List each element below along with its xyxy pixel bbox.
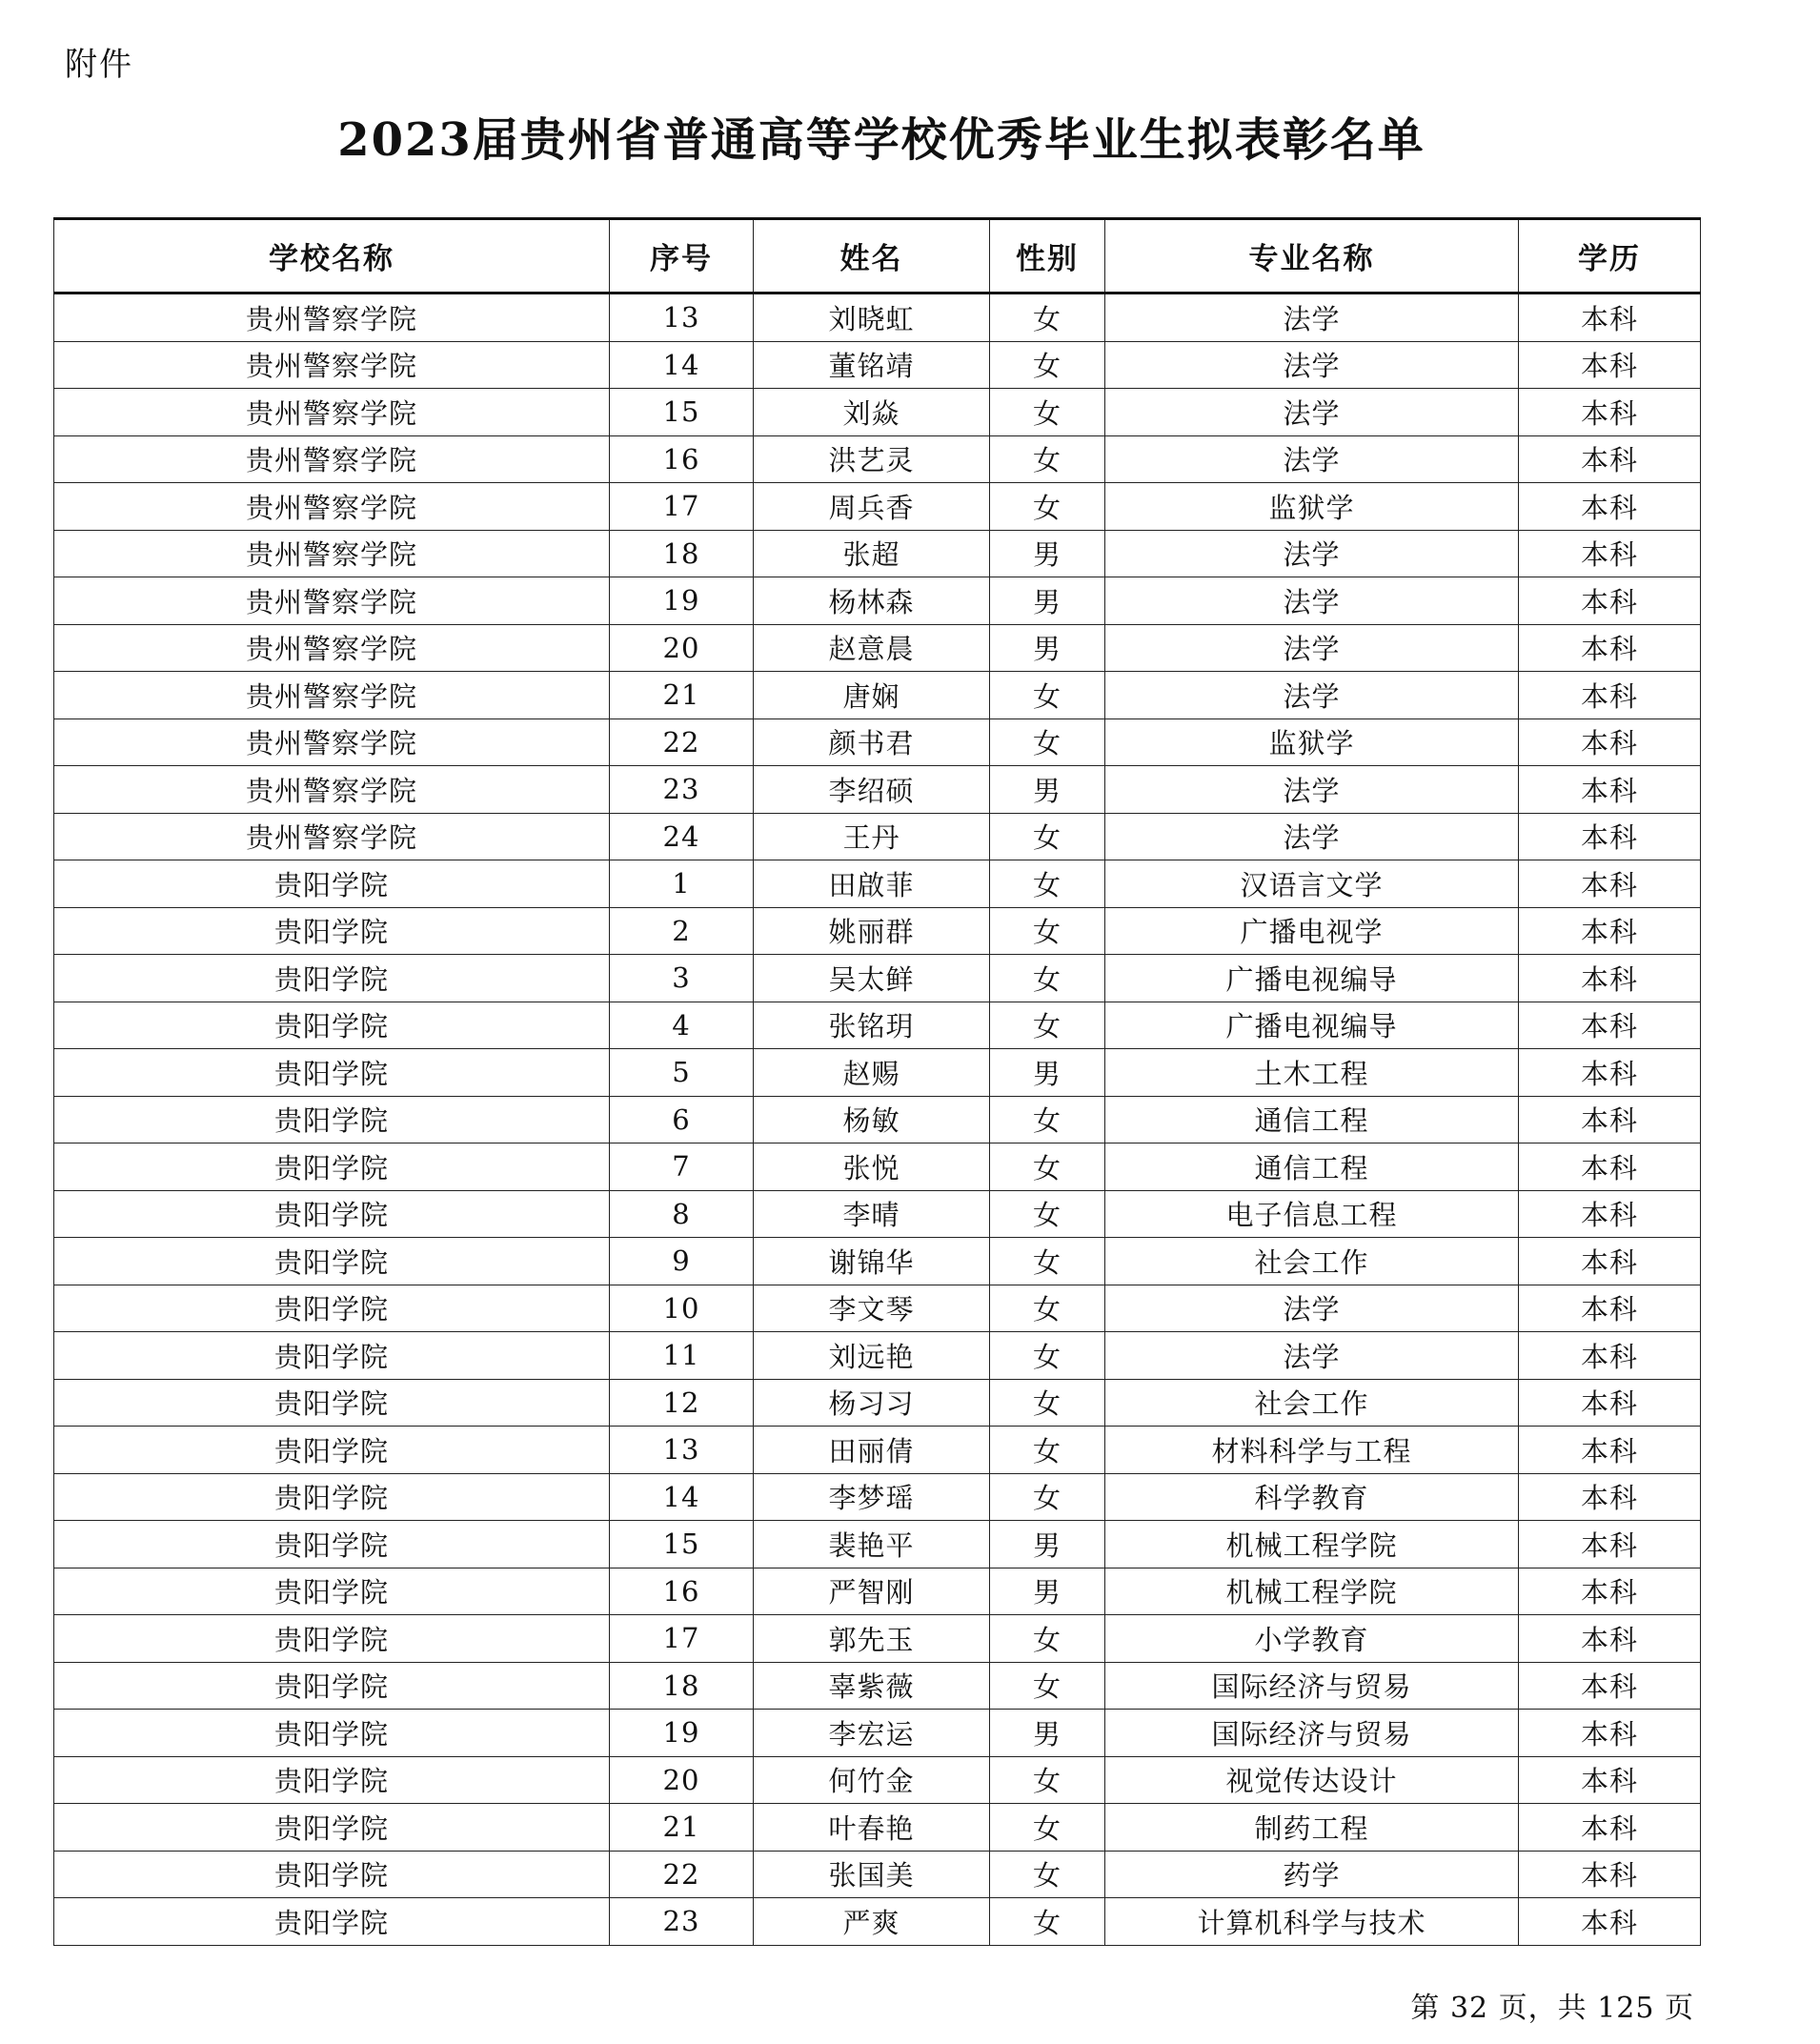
cell-number: 16 (610, 435, 754, 483)
cell-name: 赵意晨 (754, 624, 990, 672)
table-row (54, 1756, 1701, 1804)
cell-number: 17 (610, 1615, 754, 1663)
cell-school: 贵阳学院 (54, 1143, 610, 1191)
cell-name: 张超 (754, 530, 990, 577)
cell-degree: 本科 (1519, 766, 1701, 814)
cell-school: 贵阳学院 (54, 1190, 610, 1238)
cell-gender: 男 (990, 1049, 1105, 1097)
cell-degree: 本科 (1519, 718, 1701, 766)
cell-number: 18 (610, 530, 754, 577)
cell-name: 颜书君 (754, 718, 990, 766)
table-row (54, 907, 1701, 955)
cell-gender: 女 (990, 1473, 1105, 1521)
cell-number: 20 (610, 1756, 754, 1804)
table-row (54, 341, 1701, 389)
cell-gender: 男 (990, 624, 1105, 672)
cell-number: 21 (610, 672, 754, 719)
cell-number: 16 (610, 1568, 754, 1615)
cell-gender: 女 (990, 341, 1105, 389)
cell-name: 郭先玉 (754, 1615, 990, 1663)
cell-gender: 女 (990, 672, 1105, 719)
cell-major: 社会工作 (1105, 1238, 1519, 1285)
cell-gender: 女 (990, 1615, 1105, 1663)
cell-major: 计算机科学与技术 (1105, 1898, 1519, 1946)
cell-school: 贵阳学院 (54, 1332, 610, 1380)
cell-number: 6 (610, 1096, 754, 1143)
cell-name: 杨习习 (754, 1379, 990, 1427)
cell-school: 贵阳学院 (54, 1096, 610, 1143)
cell-degree: 本科 (1519, 860, 1701, 908)
table-row (54, 624, 1701, 672)
cell-degree: 本科 (1519, 577, 1701, 625)
cell-name: 张铭玥 (754, 1002, 990, 1049)
cell-number: 19 (610, 1710, 754, 1757)
cell-name: 吴太鲜 (754, 955, 990, 1002)
cell-name: 叶春艳 (754, 1804, 990, 1852)
cell-gender: 女 (990, 1096, 1105, 1143)
table-row (54, 1804, 1701, 1852)
cell-school: 贵州警察学院 (54, 577, 610, 625)
cell-degree: 本科 (1519, 1615, 1701, 1663)
cell-gender: 女 (990, 813, 1105, 860)
cell-major: 监狱学 (1105, 718, 1519, 766)
cell-number: 22 (610, 1851, 754, 1898)
cell-degree: 本科 (1519, 293, 1701, 342)
cell-school: 贵阳学院 (54, 1898, 610, 1946)
cell-major: 监狱学 (1105, 483, 1519, 531)
cell-name: 李绍硕 (754, 766, 990, 814)
cell-school: 贵阳学院 (54, 1851, 610, 1898)
attachment-label: 附件 (65, 46, 133, 84)
table-row (54, 1238, 1701, 1285)
cell-name: 李晴 (754, 1190, 990, 1238)
cell-degree: 本科 (1519, 530, 1701, 577)
table-row (54, 435, 1701, 483)
cell-major: 法学 (1105, 389, 1519, 436)
cell-name: 杨林森 (754, 577, 990, 625)
cell-gender: 女 (990, 483, 1105, 531)
table-row (54, 1521, 1701, 1568)
cell-name: 李梦瑶 (754, 1473, 990, 1521)
table-row (54, 389, 1701, 436)
table-row (54, 955, 1701, 1002)
cell-gender: 女 (990, 1332, 1105, 1380)
cell-school: 贵阳学院 (54, 1756, 610, 1804)
column-header-degree: 学历 (1519, 219, 1701, 293)
cell-name: 刘晓虹 (754, 293, 990, 342)
cell-gender: 女 (990, 1190, 1105, 1238)
cell-number: 13 (610, 1427, 754, 1474)
cell-name: 唐娴 (754, 672, 990, 719)
cell-major: 国际经济与贸易 (1105, 1662, 1519, 1710)
cell-gender: 女 (990, 1756, 1105, 1804)
cell-major: 法学 (1105, 435, 1519, 483)
cell-degree: 本科 (1519, 813, 1701, 860)
cell-major: 材料科学与工程 (1105, 1427, 1519, 1474)
cell-degree: 本科 (1519, 907, 1701, 955)
table-row (54, 766, 1701, 814)
cell-number: 13 (610, 293, 754, 342)
table-row (54, 1615, 1701, 1663)
table-row (54, 483, 1701, 531)
cell-number: 5 (610, 1049, 754, 1097)
cell-degree: 本科 (1519, 1190, 1701, 1238)
table-header (54, 219, 1701, 293)
cell-degree: 本科 (1519, 1710, 1701, 1757)
cell-name: 李文琴 (754, 1285, 990, 1332)
cell-number: 24 (610, 813, 754, 860)
cell-school: 贵阳学院 (54, 955, 610, 1002)
cell-gender: 男 (990, 1568, 1105, 1615)
cell-gender: 女 (990, 1143, 1105, 1191)
cell-major: 法学 (1105, 341, 1519, 389)
cell-school: 贵阳学院 (54, 1379, 610, 1427)
cell-degree: 本科 (1519, 1804, 1701, 1852)
cell-school: 贵州警察学院 (54, 672, 610, 719)
cell-major: 通信工程 (1105, 1143, 1519, 1191)
table-row (54, 1096, 1701, 1143)
cell-number: 19 (610, 577, 754, 625)
cell-major: 法学 (1105, 766, 1519, 814)
cell-major: 法学 (1105, 624, 1519, 672)
cell-major: 法学 (1105, 1332, 1519, 1380)
cell-major: 法学 (1105, 577, 1519, 625)
cell-major: 广播电视学 (1105, 907, 1519, 955)
cell-degree: 本科 (1519, 1756, 1701, 1804)
cell-degree: 本科 (1519, 341, 1701, 389)
cell-gender: 女 (990, 860, 1105, 908)
cell-degree: 本科 (1519, 389, 1701, 436)
cell-number: 21 (610, 1804, 754, 1852)
cell-name: 田丽倩 (754, 1427, 990, 1474)
cell-number: 12 (610, 1379, 754, 1427)
cell-degree: 本科 (1519, 1898, 1701, 1946)
cell-degree: 本科 (1519, 1285, 1701, 1332)
cell-major: 制药工程 (1105, 1804, 1519, 1852)
table-row (54, 1473, 1701, 1521)
cell-school: 贵阳学院 (54, 1662, 610, 1710)
cell-number: 15 (610, 389, 754, 436)
table-row (54, 1662, 1701, 1710)
cell-degree: 本科 (1519, 672, 1701, 719)
cell-school: 贵州警察学院 (54, 530, 610, 577)
cell-number: 7 (610, 1143, 754, 1191)
cell-number: 1 (610, 860, 754, 908)
cell-school: 贵阳学院 (54, 1049, 610, 1097)
cell-degree: 本科 (1519, 1238, 1701, 1285)
cell-school: 贵阳学院 (54, 907, 610, 955)
cell-name: 董铭靖 (754, 341, 990, 389)
cell-name: 洪艺灵 (754, 435, 990, 483)
column-header-school: 学校名称 (54, 219, 610, 293)
cell-name: 裴艳平 (754, 1521, 990, 1568)
cell-school: 贵州警察学院 (54, 624, 610, 672)
cell-gender: 女 (990, 1285, 1105, 1332)
cell-gender: 男 (990, 1710, 1105, 1757)
cell-school: 贵州警察学院 (54, 293, 610, 342)
table-row (54, 860, 1701, 908)
cell-degree: 本科 (1519, 483, 1701, 531)
cell-degree: 本科 (1519, 1851, 1701, 1898)
cell-major: 机械工程学院 (1105, 1568, 1519, 1615)
table-row (54, 1190, 1701, 1238)
cell-number: 8 (610, 1190, 754, 1238)
cell-name: 刘远艳 (754, 1332, 990, 1380)
table-row (54, 1898, 1701, 1946)
cell-school: 贵阳学院 (54, 1615, 610, 1663)
cell-school: 贵州警察学院 (54, 766, 610, 814)
cell-number: 14 (610, 341, 754, 389)
cell-major: 通信工程 (1105, 1096, 1519, 1143)
table-row (54, 1285, 1701, 1332)
column-header-name: 姓名 (754, 219, 990, 293)
cell-name: 杨敏 (754, 1096, 990, 1143)
cell-gender: 女 (990, 1851, 1105, 1898)
cell-number: 23 (610, 766, 754, 814)
table-row (54, 293, 1701, 342)
cell-gender: 女 (990, 1379, 1105, 1427)
cell-gender: 女 (990, 1238, 1105, 1285)
table-row (54, 672, 1701, 719)
table-row (54, 530, 1701, 577)
cell-degree: 本科 (1519, 1379, 1701, 1427)
table-row (54, 1143, 1701, 1191)
cell-gender: 女 (990, 293, 1105, 342)
cell-number: 10 (610, 1285, 754, 1332)
table-row (54, 577, 1701, 625)
cell-major: 机械工程学院 (1105, 1521, 1519, 1568)
cell-major: 法学 (1105, 672, 1519, 719)
cell-major: 广播电视编导 (1105, 1002, 1519, 1049)
cell-gender: 女 (990, 389, 1105, 436)
table-row (54, 1002, 1701, 1049)
cell-gender: 女 (990, 435, 1105, 483)
cell-name: 张悦 (754, 1143, 990, 1191)
cell-degree: 本科 (1519, 1002, 1701, 1049)
cell-school: 贵阳学院 (54, 1521, 610, 1568)
cell-number: 3 (610, 955, 754, 1002)
cell-school: 贵州警察学院 (54, 389, 610, 436)
cell-gender: 女 (990, 955, 1105, 1002)
cell-school: 贵州警察学院 (54, 718, 610, 766)
table-row (54, 1568, 1701, 1615)
cell-school: 贵阳学院 (54, 1568, 610, 1615)
header-row (54, 219, 1701, 293)
table-body (54, 293, 1701, 1946)
cell-school: 贵阳学院 (54, 860, 610, 908)
cell-gender: 女 (990, 718, 1105, 766)
cell-major: 法学 (1105, 813, 1519, 860)
cell-number: 23 (610, 1898, 754, 1946)
cell-number: 20 (610, 624, 754, 672)
cell-degree: 本科 (1519, 1049, 1701, 1097)
cell-name: 姚丽群 (754, 907, 990, 955)
cell-major: 土木工程 (1105, 1049, 1519, 1097)
cell-major: 法学 (1105, 293, 1519, 342)
cell-major: 药学 (1105, 1851, 1519, 1898)
cell-name: 严智刚 (754, 1568, 990, 1615)
cell-degree: 本科 (1519, 1332, 1701, 1380)
cell-name: 刘焱 (754, 389, 990, 436)
cell-gender: 女 (990, 1427, 1105, 1474)
cell-major: 汉语言文学 (1105, 860, 1519, 908)
cell-school: 贵州警察学院 (54, 341, 610, 389)
table-row (54, 1049, 1701, 1097)
cell-school: 贵阳学院 (54, 1710, 610, 1757)
cell-major: 电子信息工程 (1105, 1190, 1519, 1238)
cell-number: 4 (610, 1002, 754, 1049)
cell-number: 14 (610, 1473, 754, 1521)
cell-gender: 男 (990, 530, 1105, 577)
cell-degree: 本科 (1519, 435, 1701, 483)
cell-number: 2 (610, 907, 754, 955)
cell-major: 科学教育 (1105, 1473, 1519, 1521)
cell-school: 贵州警察学院 (54, 813, 610, 860)
table-row (54, 1427, 1701, 1474)
cell-gender: 女 (990, 1002, 1105, 1049)
cell-degree: 本科 (1519, 1096, 1701, 1143)
cell-name: 李宏运 (754, 1710, 990, 1757)
cell-number: 17 (610, 483, 754, 531)
cell-gender: 女 (990, 1662, 1105, 1710)
cell-gender: 女 (990, 1898, 1105, 1946)
cell-number: 15 (610, 1521, 754, 1568)
cell-degree: 本科 (1519, 955, 1701, 1002)
cell-name: 王丹 (754, 813, 990, 860)
cell-major: 视觉传达设计 (1105, 1756, 1519, 1804)
cell-degree: 本科 (1519, 1662, 1701, 1710)
cell-degree: 本科 (1519, 1473, 1701, 1521)
cell-number: 9 (610, 1238, 754, 1285)
cell-gender: 女 (990, 1804, 1105, 1852)
table-row (54, 718, 1701, 766)
cell-major: 社会工作 (1105, 1379, 1519, 1427)
document-title: 2023届贵州省普通高等学校优秀毕业生拟表彰名单 (337, 113, 1426, 167)
cell-school: 贵阳学院 (54, 1473, 610, 1521)
cell-gender: 男 (990, 1521, 1105, 1568)
cell-school: 贵阳学院 (54, 1285, 610, 1332)
column-header-number: 序号 (610, 219, 754, 293)
cell-school: 贵州警察学院 (54, 483, 610, 531)
page-number: 第 32 页，共 125 页 (1410, 1992, 1694, 2025)
cell-school: 贵阳学院 (54, 1002, 610, 1049)
cell-degree: 本科 (1519, 624, 1701, 672)
cell-major: 法学 (1105, 1285, 1519, 1332)
cell-name: 周兵香 (754, 483, 990, 531)
table-row (54, 1851, 1701, 1898)
cell-gender: 男 (990, 766, 1105, 814)
cell-school: 贵州警察学院 (54, 435, 610, 483)
cell-number: 11 (610, 1332, 754, 1380)
cell-degree: 本科 (1519, 1521, 1701, 1568)
cell-school: 贵阳学院 (54, 1238, 610, 1285)
cell-name: 田啟菲 (754, 860, 990, 908)
cell-degree: 本科 (1519, 1143, 1701, 1191)
table-row (54, 813, 1701, 860)
column-header-gender: 性别 (990, 219, 1105, 293)
cell-school: 贵阳学院 (54, 1427, 610, 1474)
column-header-major: 专业名称 (1105, 219, 1519, 293)
cell-school: 贵阳学院 (54, 1804, 610, 1852)
cell-name: 张国美 (754, 1851, 990, 1898)
cell-major: 法学 (1105, 530, 1519, 577)
cell-degree: 本科 (1519, 1568, 1701, 1615)
cell-major: 小学教育 (1105, 1615, 1519, 1663)
table-row (54, 1710, 1701, 1757)
cell-major: 广播电视编导 (1105, 955, 1519, 1002)
cell-name: 辜紫薇 (754, 1662, 990, 1710)
cell-gender: 女 (990, 907, 1105, 955)
cell-name: 何竹金 (754, 1756, 990, 1804)
table-row (54, 1379, 1701, 1427)
graduates-table (53, 217, 1701, 1946)
cell-number: 22 (610, 718, 754, 766)
table-row (54, 1332, 1701, 1380)
cell-name: 谢锦华 (754, 1238, 990, 1285)
cell-name: 严爽 (754, 1898, 990, 1946)
cell-major: 国际经济与贸易 (1105, 1710, 1519, 1757)
cell-gender: 男 (990, 577, 1105, 625)
cell-degree: 本科 (1519, 1427, 1701, 1474)
cell-name: 赵赐 (754, 1049, 990, 1097)
cell-number: 18 (610, 1662, 754, 1710)
